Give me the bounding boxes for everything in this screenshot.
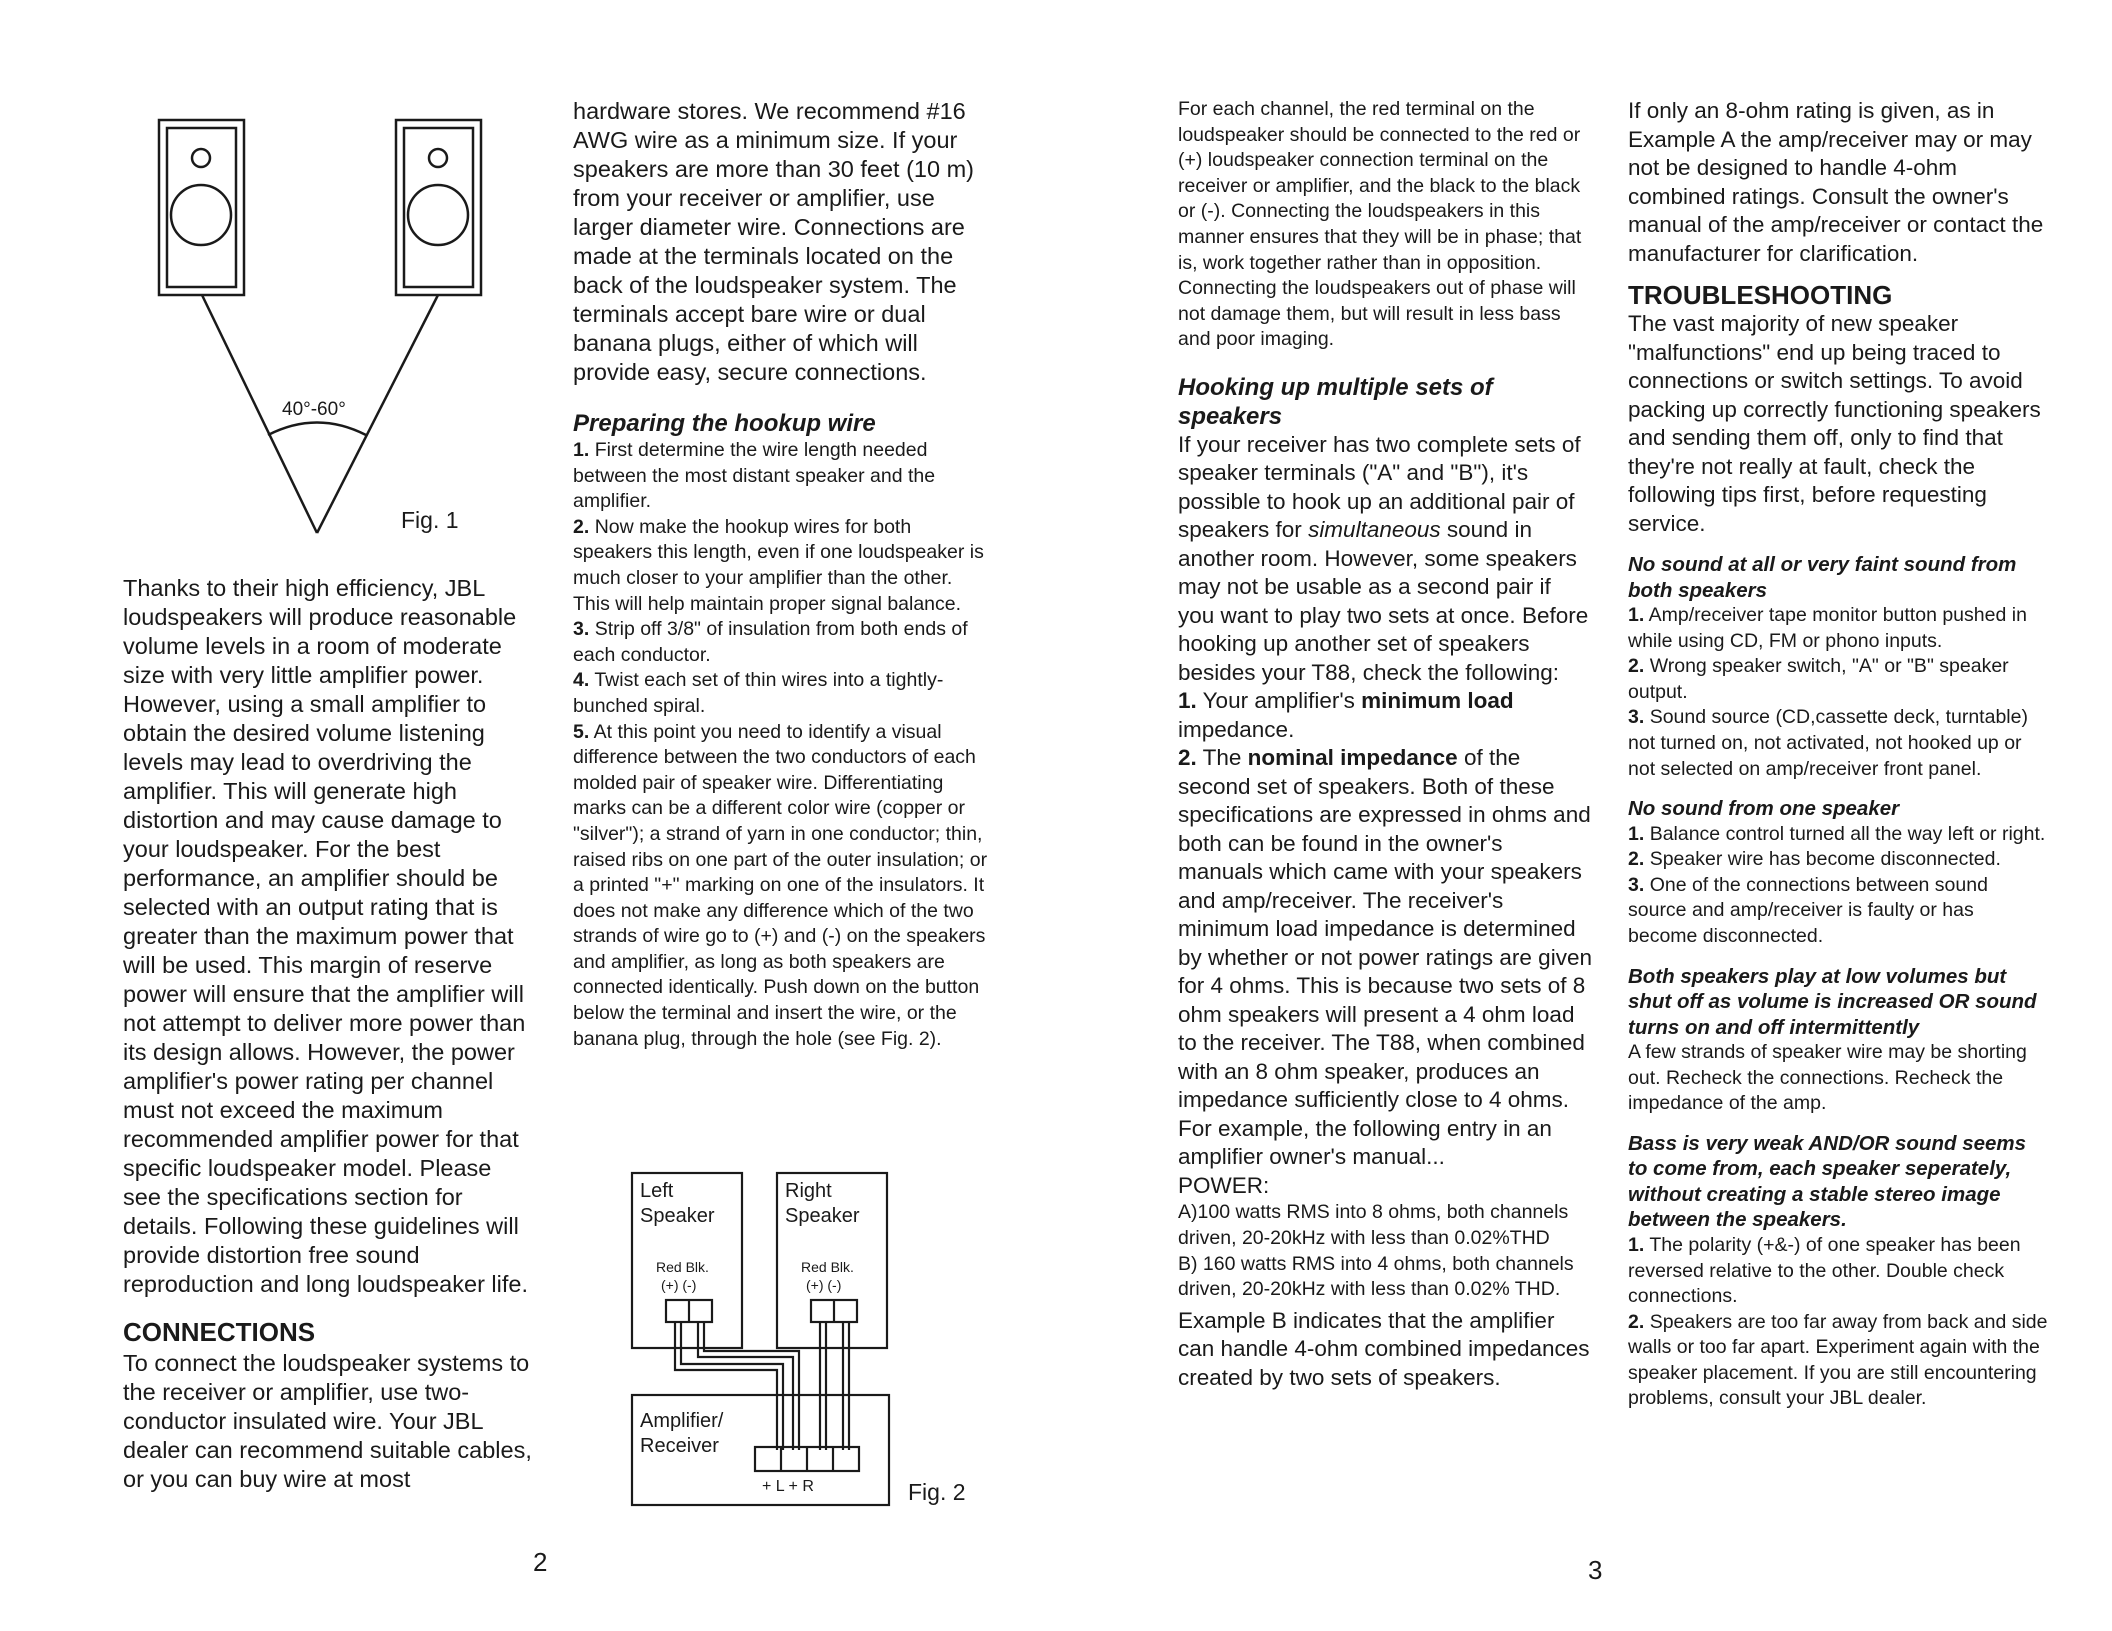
wire-paragraph: hardware stores. We recommend #16 AWG wire as a minimum size. If your speakers are more than 30 feet (10 m) from your receiver or amplifier, use larger diameter wire. Connections are made at the terminals located on the back of the loudspeaker system. The terminals accept bare wire or dual banana plugs, either of which will provide easy, secure connections.	[573, 98, 975, 385]
angle-label: 40°-60°	[282, 399, 346, 420]
multiple-speakers-paragraph: If your receiver has two complete sets of speaker terminals ("A" and "B"), it's possible to hook up an additional pair of speakers for simultaneous sound in another room. However, some speakers may not be usable as a second pair if you want to play two sets at once. Before hooking up another set of speakers besides your T88, check the following:	[1178, 431, 1589, 685]
column-3	[1178, 97, 1593, 1392]
amplifier-label-2: Receiver	[640, 1435, 719, 1457]
fig1-caption: Fig. 1	[401, 507, 459, 533]
left-terminal-labels: Red Blk.	[656, 1259, 709, 1275]
left-speaker-label-2: Speaker	[640, 1205, 715, 1227]
column-1	[123, 574, 535, 1494]
multiple-speakers-body	[1178, 431, 1593, 1201]
troubleshooting-intro: The vast majority of new speaker "malfunctions" end up being traced to connections or switch settings. To avoid packing up correctly functioning speakers and sending them off, only to find that they're not really at fault, check the following tips first, before requesting service.	[1628, 311, 2041, 536]
trouble-section-title: No sound at all or very faint sound from both speakers	[1628, 553, 2017, 602]
trouble-item: A few strands of speaker wire may be shorting out. Recheck the connections. Recheck the impedance of the amp.	[1628, 1041, 2027, 1115]
hookup-step: 2. Now make the hookup wires for both speakers this length, even if one loudspeaker is much closer to your amplifier than the other. This will help maintain proper signal balance.	[573, 515, 984, 615]
trouble-item: 3. Sound source (CD,cassette deck, turntable) not turned on, not activated, not hooked up or not selected on amp/receiver front panel.	[1628, 706, 2028, 780]
trouble-item: 1. Amp/receiver tape monitor button pushed in while using CD, FM or phono inputs.	[1628, 604, 2027, 652]
hookup-step: 3. Strip off 3/8" of insulation from both ends of each conductor.	[573, 618, 968, 666]
figure-1-speaker-angle	[150, 110, 510, 550]
trouble-section	[1628, 796, 2048, 949]
right-terminal-labels: Red Blk.	[801, 1259, 854, 1275]
amplifier-terminal-labels: + L + R	[762, 1478, 814, 1495]
trouble-item: 3. One of the connections between sound source and amp/receiver is faulty or has become disconnected.	[1628, 873, 1988, 948]
hookup-step: 1. First determine the wire length needed between the most distant speaker and the amplifier.	[573, 439, 936, 513]
trouble-item: 2. Wrong speaker switch, "A" or "B" speaker output.	[1628, 655, 2009, 703]
multiple-speakers-heading: Hooking up multiple sets of speakers	[1178, 373, 1493, 430]
left-terminal-polarity: (+) (-)	[661, 1277, 697, 1293]
column-2	[573, 97, 988, 1052]
trouble-item: 2. Speakers are too far away from back and side walls or too far apart. Experiment again with the speaker placement. If you are still encountering problems, consult your JBL dealer.	[1628, 1310, 2048, 1410]
trouble-item: 2. Speaker wire has become disconnected.	[1628, 848, 2001, 871]
connections-heading: CONNECTIONS	[123, 1317, 316, 1347]
left-speaker-label-1: Left	[640, 1180, 674, 1202]
hookup-step: 4. Twist each set of thin wires into a tightly-bunched spiral.	[573, 669, 944, 717]
troubleshooting-heading: TROUBLESHOOTING	[1628, 280, 1893, 310]
trouble-section-title: Both speakers play at low volumes but shut off as volume is increased OR sound turns on and off intermittently	[1628, 964, 2037, 1039]
check-item-2: 2. The nominal impedance of the second set of speakers. Both of these specifications are expressed in ohms and both can be found in the owner's manuals which came with your speakers and amp/receiver. The receiver's minimum load impedance is determined by whether or not power ratings are given for 4 ohms. This is because two sets of 8 ohm speakers will present a 4 ohm load to the receiver. The T88, when combined with an 8 ohm speaker, produces an impedance sufficiently close to 4 ohms. For example, the following entry in an amplifier owner's manual...	[1178, 745, 1592, 1170]
right-speaker-label-1: Right	[785, 1180, 832, 1202]
trouble-item: 1. Balance control turned all the way left or right.	[1628, 822, 2046, 845]
right-terminal-polarity: (+) (-)	[806, 1277, 842, 1293]
hookup-steps-list	[573, 438, 988, 1052]
check-item-1: 1. Your amplifier's minimum load impedance.	[1178, 688, 1514, 742]
example-b-paragraph: Example B indicates that the amplifier can handle 4-ohm combined impedances created by two sets of speakers.	[1178, 1307, 1590, 1390]
trouble-item: 1. The polarity (+&-) of one speaker has been reversed relative to the other. Double check connections.	[1628, 1233, 2021, 1308]
power-spec-b: B) 160 watts RMS into 4 ohms, both channels driven, 20-20kHz with less than 0.02% THD.	[1178, 1252, 1574, 1301]
power-specs	[1178, 1200, 1593, 1302]
page-number-right: 3	[1588, 1555, 1603, 1585]
right-speaker-label-2: Speaker	[785, 1205, 860, 1227]
figure-2-wiring-diagram	[625, 1165, 985, 1515]
amplifier-label-1: Amplifier/	[640, 1410, 724, 1432]
power-label: POWER:	[1178, 1172, 1270, 1198]
trouble-section-title: Bass is very weak AND/OR sound seems to come from, each speaker seperately, without creating a stable stereo image between the speakers.	[1628, 1131, 2027, 1232]
trouble-section	[1628, 552, 2048, 782]
trouble-section	[1628, 1131, 2048, 1412]
power-spec-a: A)100 watts RMS into 8 ohms, both channels driven, 20-20kHz with less than 0.02%THD	[1178, 1201, 1569, 1250]
trouble-section	[1628, 964, 2048, 1117]
ohm-rating-paragraph: If only an 8-ohm rating is given, as in Example A the amp/receiver may or may not be designed to handle 4-ohm combined ratings. Consult the owner's manual of the amp/receiver or contact the manufacturer for clarification.	[1628, 98, 2044, 266]
phase-paragraph: For each channel, the red terminal on the loudspeaker should be connected to the red or (+) loudspeaker connection terminal on the receiver or amplifier, and the black to the black or (-). Connecting the loudspeakers in this manner ensures that they will be in phase; that is, work together rather than in opposition. Connecting the loudspeakers out of phase will not damage them, but will result in less bass and poor imaging.	[1178, 98, 1582, 351]
hookup-wire-heading: Preparing the hookup wire	[573, 410, 876, 437]
trouble-section-title: No sound from one speaker	[1628, 797, 1900, 821]
left-speaker-drawing	[159, 120, 244, 295]
connections-paragraph: To connect the loudspeaker systems to the receiver or amplifier, use two-conductor insulated wire. Your JBL dealer can recommend suitable cables, or you can buy wire at most	[123, 1350, 532, 1492]
intro-paragraph: Thanks to their high efficiency, JBL loudspeakers will produce reasonable volume levels in a room of moderate size with very little amplifier power. However, using a small amplifier to obtain the desired volume listening levels may lead to overdriving the amplifier. This will generate high distortion and may cause damage to your loudspeaker. For the best performance, an amplifier should be selected with an output rating that is greater than the maximum power that will be used. This margin of reserve power will ensure that the amplifier will not attempt to deliver more power than its design allows. However, the power amplifier's power rating per channel must not exceed the maximum recommended amplifier power for that specific loudspeaker model. Please see the specifications section for details. Following these guidelines will provide distortion free sound reproduction and long loudspeaker life.	[123, 575, 528, 1297]
page-number-left: 2	[533, 1547, 548, 1577]
hookup-step: 5. At this point you need to identify a visual difference between the two conductors of each molded pair of speaker wire. Differentiating marks can be a different color wire (copper or "silver"); a strand of yarn in one conductor; thin, raised ribs on one part of the outer insulation; or a printed "+" marking on one of the insulators. It does not make any difference which of the two strands of wire go to (+) and (-) on the speakers and amplifier, as long as both speakers are connected identically. Push down on the button below the terminal and insert the wire, or the banana plug, through the hole (see Fig. 2).	[573, 720, 988, 1050]
fig2-caption: Fig. 2	[908, 1479, 966, 1505]
column-4	[1628, 97, 2048, 1412]
right-speaker-drawing	[396, 120, 481, 295]
